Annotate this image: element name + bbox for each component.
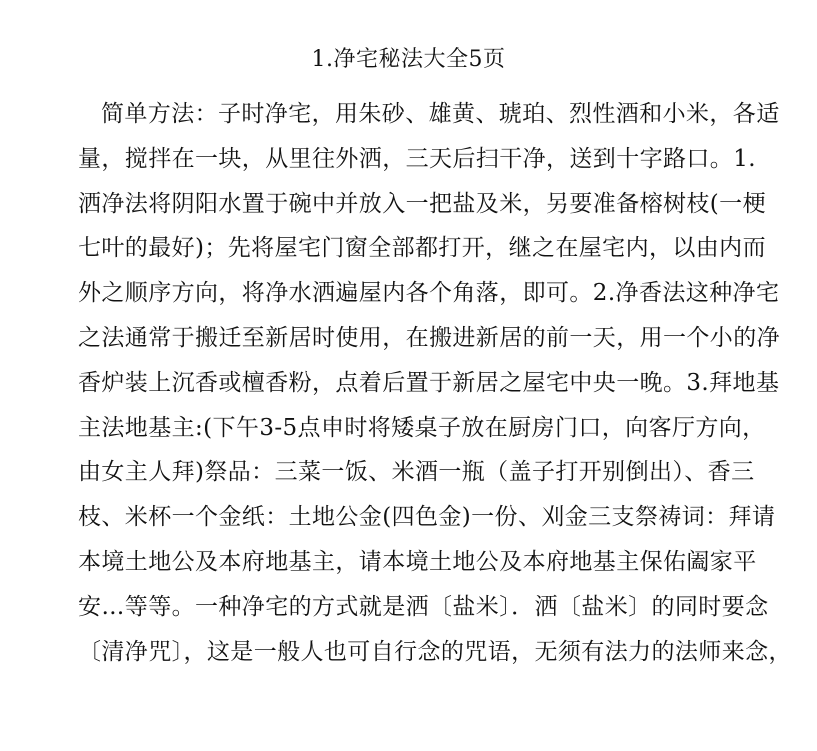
paragraph-line: 七叶的最好)；先将屋宅门窗全部都打开，继之在屋宅内，以由内而 bbox=[78, 235, 766, 262]
paragraph-line: 洒净法将阴阳水置于碗中并放入一把盐及米，另要准备榕树枝(一梗 bbox=[78, 190, 766, 217]
paragraph-line: 香炉装上沉香或檀香粉，点着后置于新居之屋宅中央一晚。3.拜地基 bbox=[78, 369, 780, 396]
paragraph-line: 之法通常于搬迁至新居时使用，在搬进新居的前一天，用一个小的净 bbox=[78, 324, 780, 351]
document-title: 1.净宅秘法大全5页 bbox=[311, 47, 506, 72]
paragraph-line: 本境土地公及本府地基主，请本境土地公及本府地基主保佑阖家平 bbox=[78, 548, 757, 575]
paragraph-line: 简单方法：子时净宅，用朱砂、雄黄、琥珀、烈性酒和小米，各适 bbox=[101, 101, 780, 127]
paragraph-line: 枝、米杯一个金纸：土地公金(四色金)一份、刈金三支祭祷词：拜请 bbox=[78, 504, 776, 531]
paragraph-line: 〔清净咒〕，这是一般人也可自行念的咒语，无须有法力的法师来念， bbox=[78, 638, 792, 665]
document-body bbox=[78, 92, 792, 674]
paragraph-line: 量，搅拌在一块，从里往外洒，三天后扫干净，送到十字路口。1. bbox=[78, 145, 756, 172]
paragraph-line: 由女主人拜)祭品：三菜一饭、米酒一瓶（盖子打开别倒出）、香三 bbox=[78, 459, 755, 486]
paragraph-line: 安…等等。一种净宅的方式就是洒〔盐米〕．洒〔盐米〕的同时要念 bbox=[78, 593, 769, 620]
paragraph-line: 外之顺序方向，将净水洒遍屋内各个角落，即可。2.净香法这种净宅 bbox=[78, 280, 780, 307]
paragraph-line: 主法地基主:(下午3-5点申时将矮桌子放在厨房门口，向客厅方向， bbox=[78, 414, 766, 441]
